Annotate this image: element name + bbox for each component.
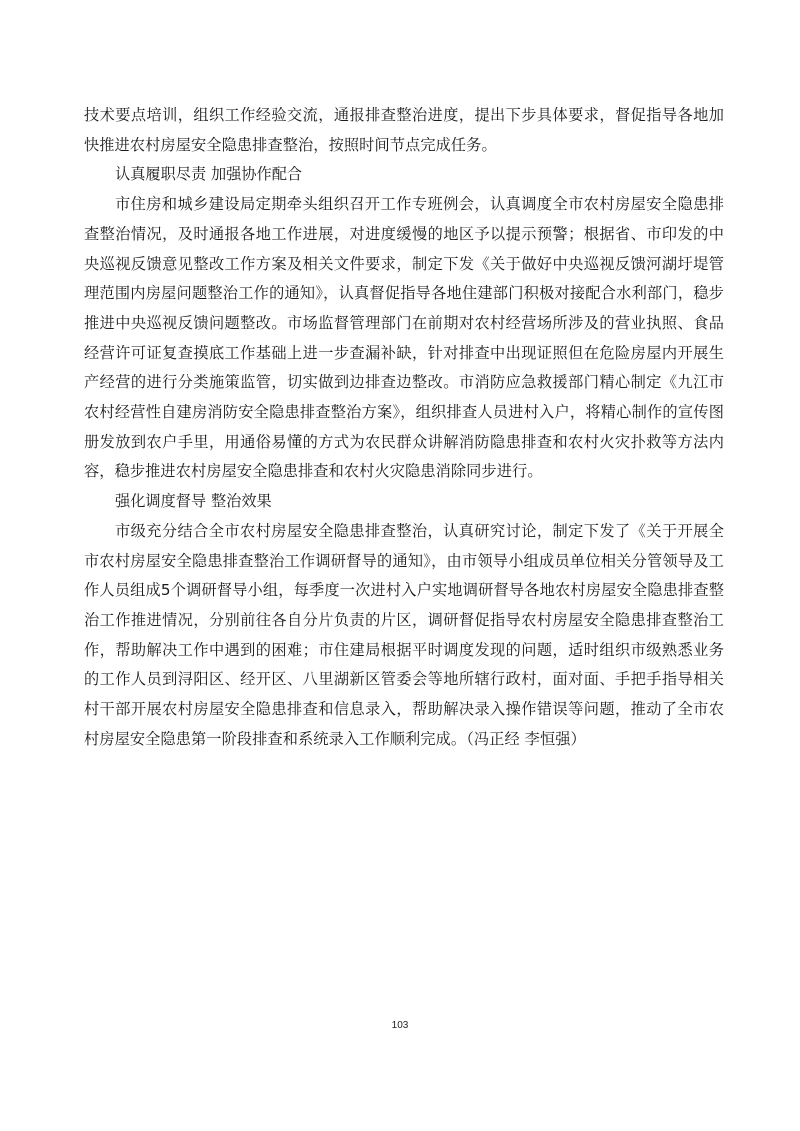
section-heading-duty-cooperation: 认真履职尽责 加强协作配合 bbox=[115, 165, 303, 184]
section-heading-dispatch-supervision: 强化调度督导 整治效果 bbox=[115, 492, 272, 511]
paragraph-intro-continued: 技术要点培训，组织工作经验交流，通报排查整治进度，提出下步具体要求，督促指导各地加快推进农村房屋安全隐患排查整治，按照时间节点完成任务。 bbox=[84, 106, 724, 154]
page-number: 103 bbox=[391, 1020, 409, 1031]
paragraph-dispatch-supervision: 市级充分结合全市农村房屋安全隐患排查整治，认真研究讨论，制定下发了《关于开展全市农村房屋安全隐患排查整治工作调研督导的通知》，由市领导小组成员单位相关分管领导及工作人员组成5个调研督导小组，每季度一次进村入户实地调研督导各地农村房屋安全隐患排查整治工作推进情况，分别前往各自分片负责的片区，调研督促指导农村房屋安全隐患排查整治工作，帮助解决工作中遇到的困难；市住建局根据平时调度发现的问题，适时组织市级熟悉业务的工作人员到浔阳区、经开区、八里湖新区管委会等地所辖行政村，面对面、手把手指导相关村干部开展农村房屋安全隐患排查和信息录入，帮助解决录入操作错误等问题，推动了全市农村房屋安全隐患第一阶段排查和系统录入工作顺利完成。（冯正经 李恒强） bbox=[84, 521, 724, 748]
document-body bbox=[84, 101, 724, 754]
paragraph-duty-cooperation: 市住房和城乡建设局定期牵头组织召开工作专班例会，认真调度全市农村房屋安全隐患排查整治情况，及时通报各地工作进展，对进度缓慢的地区予以提示预警；根据省、市印发的中央巡视反馈意见整改工作方案及相关文件要求，制定下发《关于做好中央巡视反馈河湖圩堤管理范围内房屋问题整治工作的通知》，认真督促指导各地住建部门积极对接配合水利部门，稳步推进中央巡视反馈问题整改。市场监督管理部门在前期对农村经营场所涉及的营业执照、食品经营许可证复查摸底工作基础上进一步查漏补缺，针对排查中出现证照但在危险房屋内开展生产经营的进行分类施策监管，切实做到边排查边整改。市消防应急救援部门精心制定《九江市农村经营性自建房消防安全隐患排查整治方案》，组织排查人员进村入户，将精心制作的宣传图册发放到农户手里，用通俗易懂的方式为农民群众讲解消防隐患排查和农村火灾扑救等方法内容，稳步推进农村房屋安全隐患排查和农村火灾隐患消除同步进行。 bbox=[84, 195, 724, 481]
